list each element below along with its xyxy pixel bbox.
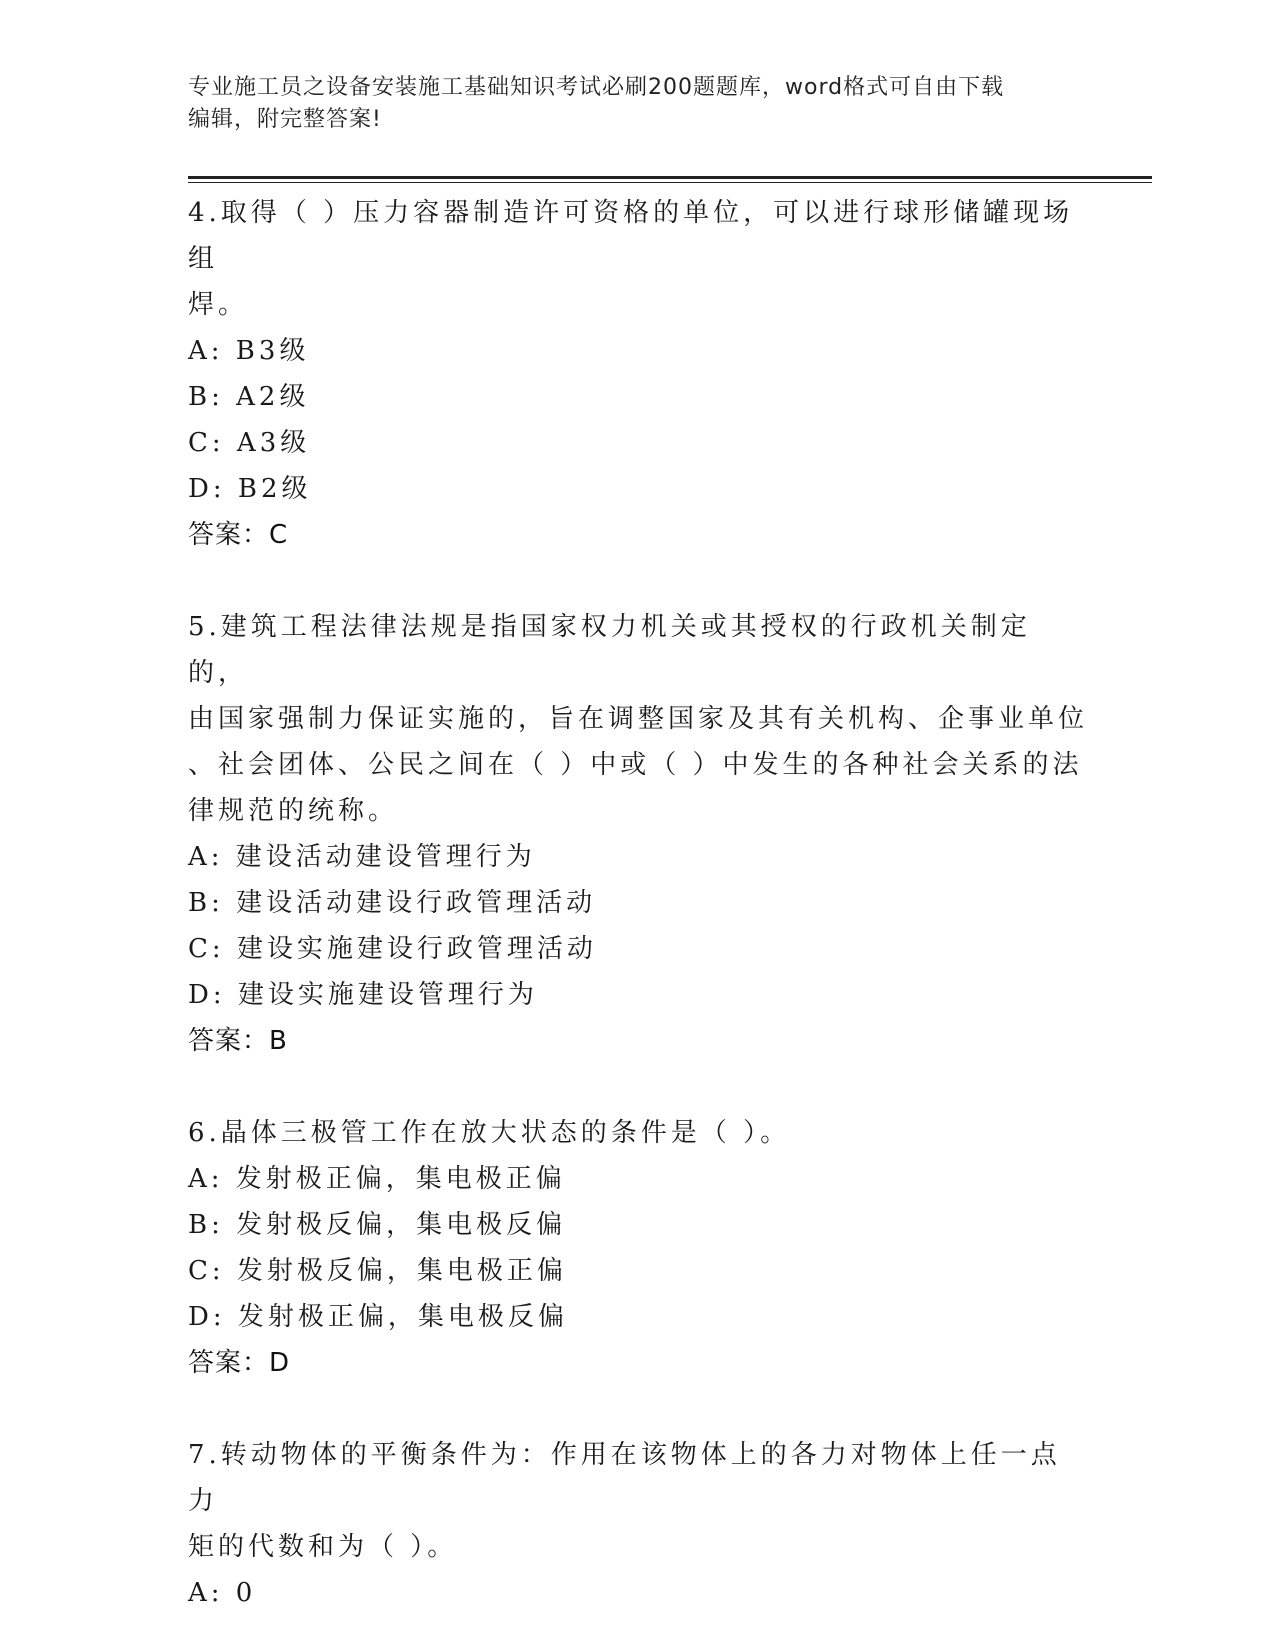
question-stem-line: 6.晶体三极管工作在放大状态的条件是（ ）。 [188,1118,791,1148]
answer: 答案：D [188,1348,291,1378]
question-6 [188,1110,1088,1386]
option-d: D: B2级 [188,474,312,504]
question-stem-line: 律规范的统称。 [188,796,399,826]
question-stem-line: 7.转动物体的平衡条件为：作用在该物体上的各力对物体上任一点力 [188,1440,1061,1516]
question-5 [188,604,1088,1064]
question-7 [188,1432,1088,1616]
header-line-1: 专业施工员之设备安装施工基础知识考试必刷200题题库，word格式可自由下载 [188,75,1005,100]
header-divider-thin [188,182,1152,183]
option-b: B: 建设活动建设行政管理活动 [188,888,597,918]
question-stem-line: 焊。 [188,290,249,320]
question-stem-line: 、社会团体、公民之间在（ ）中或（ ）中发生的各种社会关系的法 [188,750,1083,780]
option-d: D: 发射极正偏，集电极反偏 [188,1302,568,1332]
question-list [188,190,1088,1616]
question-stem-line: 由国家强制力保证实施的，旨在调整国家及其有关机构、企事业单位 [188,704,1089,734]
question-stem-line: 4.取得（ ）压力容器制造许可资格的单位，可以进行球形储罐现场组 [188,198,1074,274]
header-line-2: 编辑，附完整答案! [188,107,382,132]
question-stem-line: 5.建筑工程法律法规是指国家权力机关或其授权的行政机关制定的， [188,612,1031,688]
option-a: A: B3级 [188,336,310,366]
option-a: A: 建设活动建设管理行为 [188,842,536,872]
option-b: B: 发射极反偏，集电极反偏 [188,1210,567,1240]
option-c: C: 发射极反偏，集电极正偏 [188,1256,567,1286]
document-header [188,72,1068,136]
option-c: C: A3级 [188,428,311,458]
option-c: C: 建设实施建设行政管理活动 [188,934,597,964]
option-d: D: 建设实施建设管理行为 [188,980,538,1010]
question-spacer [188,1386,1088,1432]
answer: 答案：C [188,520,289,550]
question-spacer [188,558,1088,604]
header-divider-thick [188,176,1152,179]
question-4 [188,190,1088,558]
question-stem-line: 矩的代数和为（ ）。 [188,1532,458,1562]
option-a: A: 0 [188,1578,257,1608]
option-b: B: A2级 [188,382,310,412]
question-spacer [188,1064,1088,1110]
answer: 答案：B [188,1026,288,1056]
option-a: A: 发射极正偏，集电极正偏 [188,1164,566,1194]
